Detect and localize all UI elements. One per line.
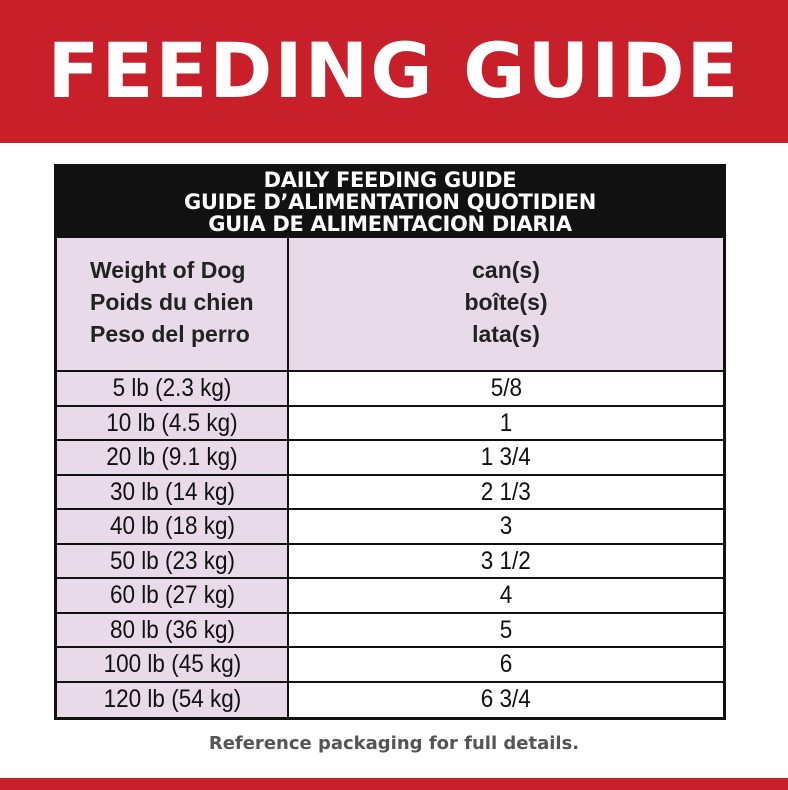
weight-header-english: Weight of Dog — [90, 257, 246, 283]
weight-header-french: Poids du chien — [90, 289, 254, 315]
weight-cell — [57, 476, 289, 509]
weight-cell — [57, 441, 289, 474]
amount-value: 3 — [499, 512, 513, 540]
amount-value: 1 3/4 — [480, 443, 532, 471]
heading-spanish: GUIA DE ALIMENTACION DIARIA — [208, 212, 572, 236]
table-row — [57, 510, 723, 545]
amount-value: 6 — [499, 650, 513, 678]
amount-column-header — [289, 238, 723, 370]
table-row — [57, 372, 723, 407]
amount-value: 5 — [499, 615, 513, 644]
amount-cell — [289, 683, 723, 718]
amount-header-french: boîte(s) — [464, 289, 548, 315]
weight-value: 80 lb (36 kg) — [109, 615, 235, 644]
table-row — [57, 614, 723, 649]
amount-value: 4 — [499, 581, 513, 609]
feeding-table — [54, 164, 726, 720]
weight-cell — [57, 510, 289, 543]
table-row — [57, 683, 723, 718]
weight-cell — [57, 579, 289, 612]
heading-english: DAILY FEEDING GUIDE — [263, 168, 517, 192]
table-row — [57, 407, 723, 442]
table-body — [57, 372, 723, 717]
banner-title: FEEDING GUIDE — [47, 25, 741, 115]
amount-header-english: can(s) — [472, 257, 540, 283]
weight-cell — [57, 372, 289, 405]
amount-cell — [289, 407, 723, 440]
table-heading — [57, 167, 723, 236]
amount-cell — [289, 614, 723, 647]
table-row — [57, 476, 723, 511]
footnote: Reference packaging for full details. — [208, 733, 580, 754]
weight-column-header — [57, 238, 289, 370]
amount-cell — [289, 579, 723, 612]
weight-value: 30 lb (14 kg) — [109, 477, 235, 506]
amount-header-spanish: lata(s) — [472, 321, 540, 347]
amount-cell — [289, 372, 723, 405]
amount-cell — [289, 648, 723, 681]
bottom-red-bar — [0, 778, 788, 790]
weight-cell — [57, 614, 289, 647]
table-row — [57, 441, 723, 476]
weight-value: 40 lb (18 kg) — [109, 512, 235, 540]
amount-cell — [289, 476, 723, 509]
amount-cell — [289, 441, 723, 474]
heading-french: GUIDE D’ALIMENTATION QUOTIDIEN — [183, 190, 597, 214]
amount-cell — [289, 545, 723, 578]
amount-value: 3 1/2 — [480, 546, 532, 575]
weight-value: 5 lb (2.3 kg) — [112, 374, 232, 402]
weight-value: 60 lb (27 kg) — [109, 581, 235, 609]
weight-cell — [57, 407, 289, 440]
table-row — [57, 579, 723, 614]
weight-value: 50 lb (23 kg) — [109, 546, 235, 575]
amount-value: 1 — [499, 408, 513, 437]
weight-header-spanish: Peso del perro — [90, 321, 250, 347]
weight-value: 10 lb (4.5 kg) — [106, 408, 238, 437]
amount-value: 5/8 — [490, 374, 522, 402]
amount-cell — [289, 510, 723, 543]
table-row — [57, 545, 723, 580]
weight-cell — [57, 545, 289, 578]
amount-value: 2 1/3 — [480, 477, 532, 506]
column-headers — [57, 236, 723, 372]
feeding-guide-banner — [0, 0, 788, 143]
weight-value: 120 lb (54 kg) — [103, 684, 241, 713]
weight-value: 100 lb (45 kg) — [103, 650, 241, 678]
table-row — [57, 648, 723, 683]
amount-value: 6 3/4 — [480, 684, 532, 713]
weight-cell — [57, 683, 289, 718]
weight-cell — [57, 648, 289, 681]
weight-value: 20 lb (9.1 kg) — [106, 443, 238, 471]
